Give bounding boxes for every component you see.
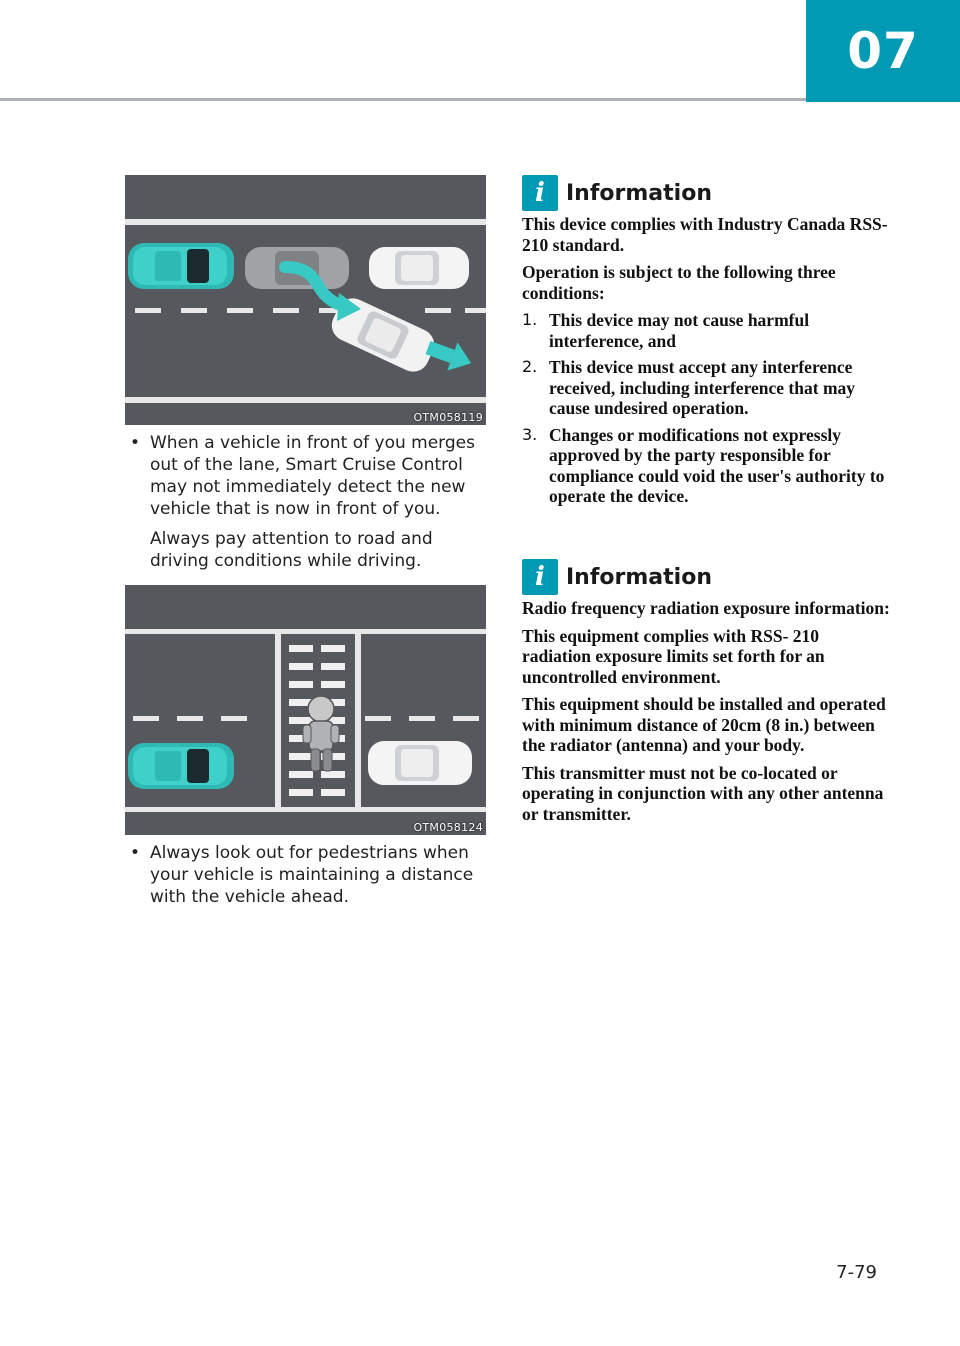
header-rule [0,98,806,101]
list-item: 2. This device must accept any interference received, including interference that may cause undesired operation. [522,357,856,418]
info-paragraph: Operation is subject to the following three conditions: [522,262,836,303]
info-title: Information [566,564,712,590]
info-icon: i [522,175,558,211]
own-vehicle [128,743,234,789]
info-paragraph: This transmitter must not be co-located or operating in conjunction with any other antenna or transmitter. [522,762,884,824]
info-paragraph: This equipment complies with RSS- 210 radiation exposure limits set forth for an uncontrolled environment. [522,625,825,687]
pedestrian-illustration [125,585,486,835]
info-body-1 [522,214,892,513]
bullet-dot: • [130,843,141,863]
bullet-text: Always look out for pedestrians when your vehicle is maintaining a distance with the vehicle ahead. [150,843,474,907]
info-paragraph: Radio frequency radiation exposure information: [522,598,890,618]
info-heading-1 [522,175,712,211]
lane-merge-illustration [125,175,486,425]
info-paragraph: This equipment should be installed and operated with minimum distance of 20cm (8 in.) between the radiator (antenna) and your body. [522,694,886,755]
info-paragraph: This device complies with Industry Canada RSS-210 standard. [522,214,888,255]
figure-code: OTM058124 [413,821,483,834]
figure-lane-merge [125,175,486,425]
own-vehicle [128,243,234,289]
bullet-pedestrian-warning [130,842,490,916]
page-number: 7-79 [836,1262,877,1283]
bullet-dot: • [130,433,141,453]
info-body-2 [522,598,892,831]
figure-pedestrian [125,585,486,835]
list-item: 1. This device may not cause harmful interference, and [522,310,810,351]
bullet-merge-warning [130,432,490,580]
figure-code: OTM058119 [413,411,483,424]
chapter-tab: 07 [806,0,960,102]
info-heading-2 [522,559,712,595]
bullet-subtext: Always pay attention to road and driving conditions while driving. [150,529,433,571]
info-title: Information [566,180,712,206]
bullet-text: When a vehicle in front of you merges out of the lane, Smart Cruise Control may not immediately detect the new vehicle that is now in front of you. [150,433,475,519]
conditions-list [522,310,892,507]
info-icon: i [522,559,558,595]
list-item: 3. Changes or modifications not expressly approved by the party responsible for compliance could void the user's authority to operate the device. [522,424,885,506]
